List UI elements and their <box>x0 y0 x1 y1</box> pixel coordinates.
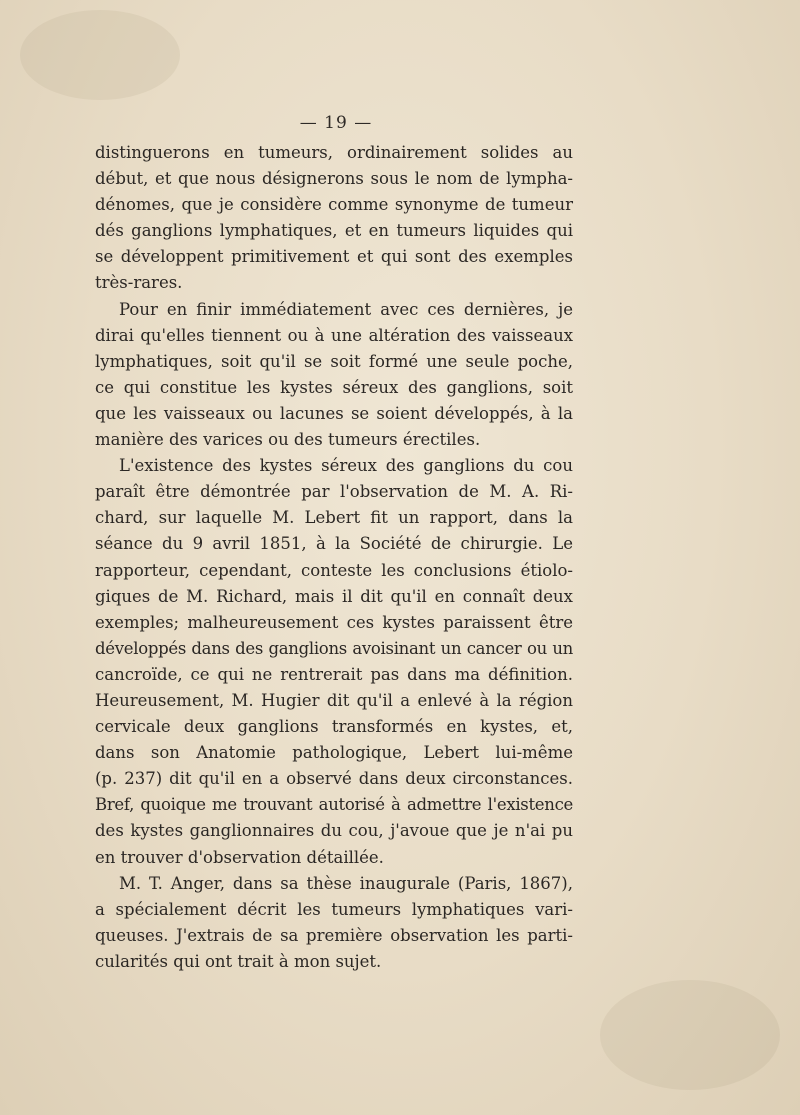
text-line: développés dans des ganglions avoisinant un cancer ou un <box>95 638 573 658</box>
text-line: début, et que nous désignerons sous le nom de lympha- <box>95 169 573 189</box>
text-line: exemples; malheureusement ces kystes paraissent être <box>95 612 573 632</box>
text-line: en trouver d'observation détaillée. <box>95 847 384 867</box>
text-line: L'existence des kystes séreux des ganglions du cou <box>119 456 573 476</box>
text-line: manière des varices ou des tumeurs érectiles. <box>95 430 481 450</box>
text-line: très-rares. <box>95 273 183 293</box>
text-line: Heureusement, M. Hugier dit qu'il a enlevé à la région <box>95 690 573 710</box>
text-line: giques de M. Richard, mais il dit qu'il en connaît deux <box>95 586 573 606</box>
text-line: se développent primitivement et qui sont des exemples <box>95 247 573 267</box>
text-line: dirai qu'elles tiennent ou à une altération des vaisseaux <box>95 325 573 345</box>
page-number: — 19 — <box>299 113 373 133</box>
body-text <box>95 140 573 975</box>
text-line: distinguerons en tumeurs, ordinairement solides au <box>95 143 573 162</box>
paper-stain <box>20 10 180 100</box>
text-line: Bref, quoique me trouvant autorisé à admettre l'existence <box>95 795 573 815</box>
text-line: cervicale deux ganglions transformés en kystes, et, <box>95 717 573 737</box>
text-line: ce qui constitue les kystes séreux des ganglions, soit <box>95 377 573 397</box>
text-line: rapporteur, cependant, conteste les conclusions étiolo- <box>95 560 573 580</box>
text-line: séance du 9 avril 1851, à la Société de chirurgie. Le <box>95 534 573 554</box>
text-line: (p. 237) dit qu'il en a observé dans deux circonstances. <box>95 769 573 789</box>
text-line: cularités qui ont trait à mon sujet. <box>95 951 382 971</box>
text-line: a spécialement décrit les tumeurs lymphatiques vari- <box>95 899 573 919</box>
text-line: dés ganglions lymphatiques, et en tumeurs liquides qui <box>95 221 573 241</box>
text-line: chard, sur laquelle M. Lebert fit un rapport, dans la <box>95 508 573 528</box>
text-line: dénomes, que je considère comme synonyme de tumeur <box>95 195 573 215</box>
text-line: lymphatiques, soit qu'il se soit formé une seule poche, <box>95 351 573 371</box>
text-line: paraît être démontrée par l'observation de M. A. Ri- <box>95 482 573 502</box>
text-line: Pour en finir immédiatement avec ces dernières, je <box>119 299 573 319</box>
text-line: cancroïde, ce qui ne rentrerait pas dans ma définition. <box>95 664 573 684</box>
text-line: dans son Anatomie pathologique, Lebert lui-même <box>95 743 573 763</box>
text-line: que les vaisseaux ou lacunes se soient développés, à la <box>95 403 573 423</box>
text-line: queuses. J'extrais de sa première observation les parti- <box>95 925 573 945</box>
text-line: des kystes ganglionnaires du cou, j'avoue que je n'ai pu <box>95 821 573 841</box>
paper-stain <box>600 980 780 1090</box>
text-line: M. T. Anger, dans sa thèse inaugurale (Paris, 1867), <box>119 873 573 893</box>
